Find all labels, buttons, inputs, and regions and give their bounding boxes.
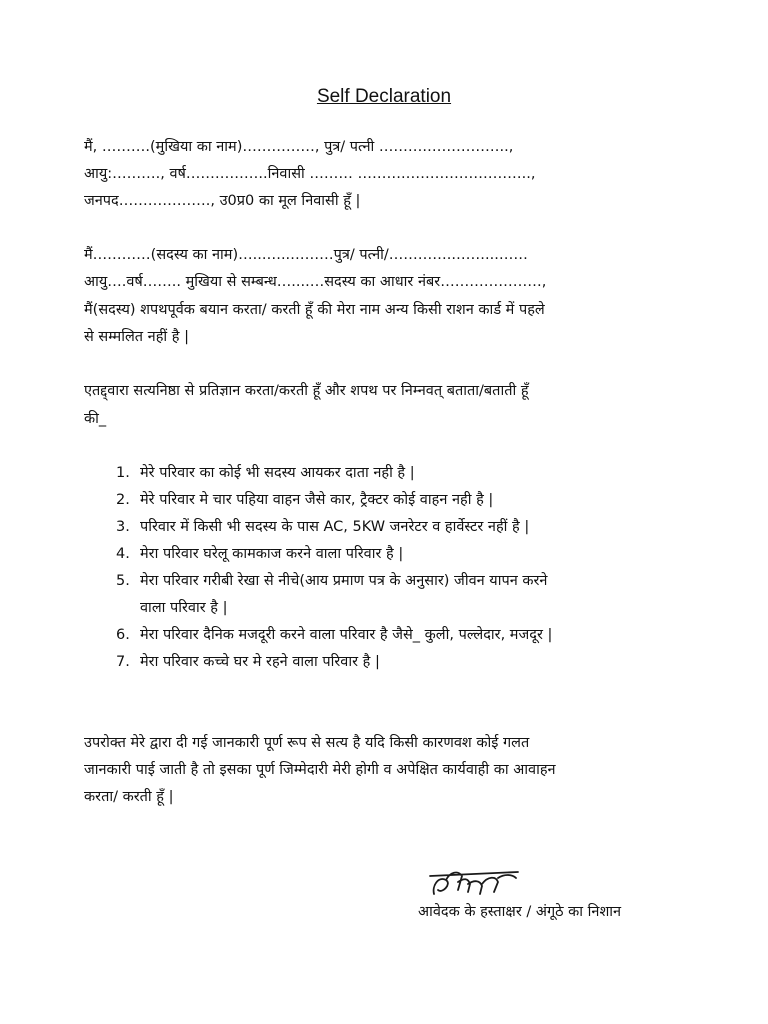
para2-line: आयु….वर्ष…….. मुखिया से सम्बन्ध…....…सदस्य का आधार नंबर…………………, [84,274,547,290]
list-item: मेरा परिवार दैनिक मजदूरी करने वाला परिवार है जैसे_ कुली, पल्लेदार, मजदूर | [140,627,553,643]
list-item-number: 6. [116,627,130,643]
para3-line: एतद्द्वारा सत्यनिष्ठा से प्रतिज्ञान करता/करती हूँ और शपथ पर निम्नवत् बताता/बताती हूँ [84,383,529,399]
para2-line: मैं(सदस्य) शपथपूर्वक बयान करता/ करती हूँ की मेरा नाम अन्य किसी राशन कार्ड में पहले [84,302,545,318]
para1-line: जनपद………………., उ0प्र0 का मूल निवासी हूँ | [84,193,361,209]
list-item-number: 2. [116,492,130,508]
list-item: मेरा परिवार गरीबी रेखा से नीचे(आय प्रमाण पत्र के अनुसार) जीवन यापन करने [140,573,548,589]
para1-line: मैं, ……….(मुखिया का नाम)……………, पुत्र/ पत्नी ……….…………….., [84,139,514,155]
list-item: मेरे परिवार का कोई भी सदस्य आयकर दाता नही है | [140,465,415,481]
handwritten-signature [428,864,520,902]
list-item-number: 4. [116,546,130,562]
list-item-number: 7. [116,654,130,670]
para2-line: मैं…………(सदस्य का नाम)…...…..………पुत्र/ पत्नी/…………..……...…… [84,247,528,263]
list-item-number: 5. [116,573,130,589]
list-item: मेरा परिवार घरेलू कामकाज करने वाला परिवार है | [140,546,404,562]
list-item-number: 3. [116,519,130,535]
list-item: मेरा परिवार कच्चे घर मे रहने वाला परिवार है | [140,654,380,670]
list-item: परिवार में किसी भी सदस्य के पास AC, 5KW जनरेटर व हार्वेस्टर नहीं है | [140,519,530,535]
para4-line: उपरोक्त मेरे द्वारा दी गई जानकारी पूर्ण रूप से सत्य है यदि किसी कारणवश कोई गलत [84,735,530,751]
para2-line: से सम्मलित नहीं है | [84,329,189,345]
list-item: मेरे परिवार मे चार पहिया वाहन जैसे कार, ट्रैक्टर कोई वाहन नही है | [140,492,494,508]
para4-line: जानकारी पाई जाती है तो इसका पूर्ण जिम्मेदारी मेरी होगी व अपेक्षित कार्यवाही का आवाहन [84,762,556,778]
list-item-continuation: वाला परिवार है | [140,600,228,616]
para4-line: करता/ करती हूँ | [84,789,174,805]
document-title: Self Declaration [316,86,452,107]
para3-line: की_ [84,411,107,427]
list-item-number: 1. [116,465,130,481]
para1-line: आयु:………., वर्ष……………..निवासी ……… ……….…………………….., [84,166,536,182]
signature-label: आवेदक के हस्ताक्षर / अंगूठे का निशान [418,904,622,920]
